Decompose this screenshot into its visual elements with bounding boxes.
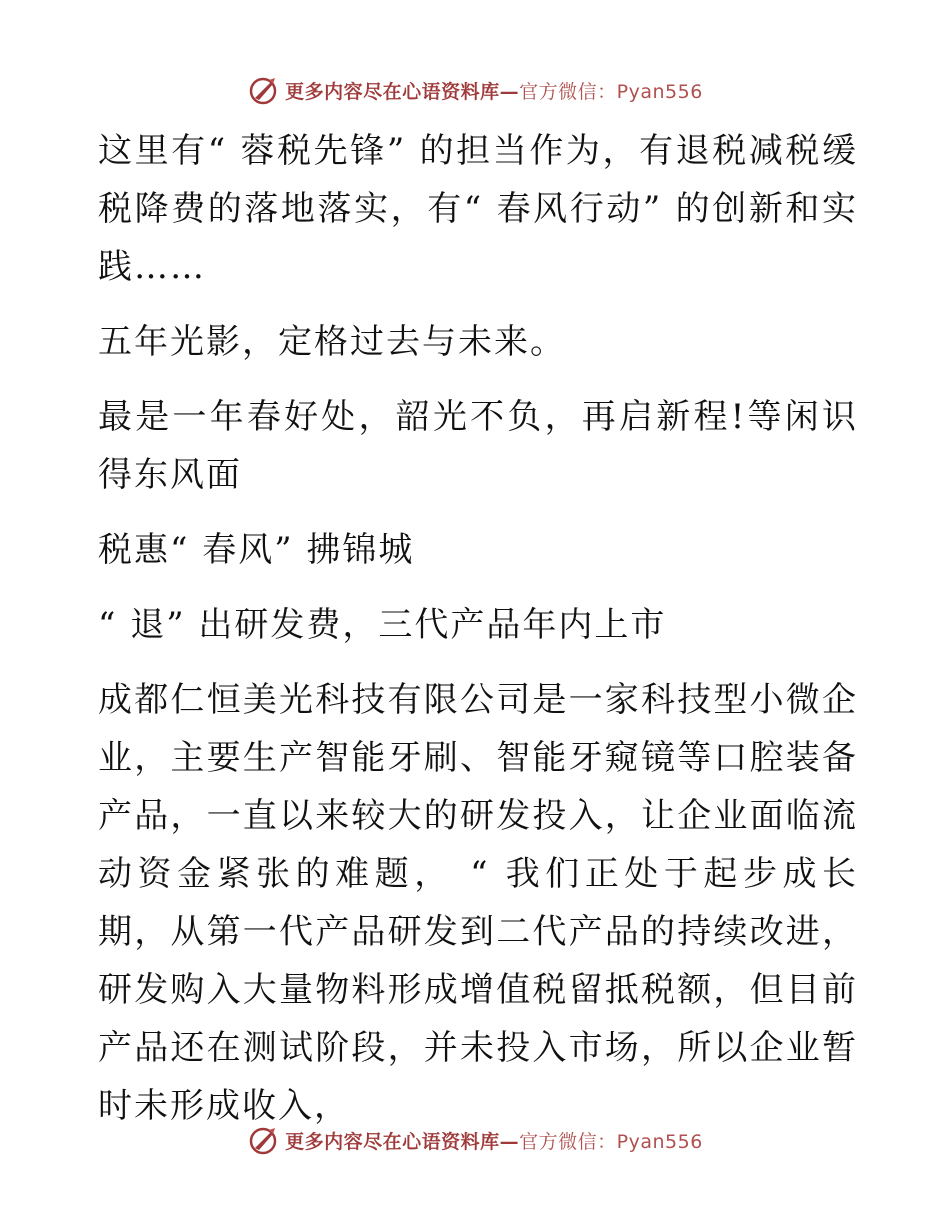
watermark-header	[0, 70, 950, 110]
paragraph: “ 退” 出研发费，三代产品年内上市	[98, 605, 667, 645]
paragraph: 成都仁恒美光科技有限公司是一家科技型小微企业，主要生产智能牙刷、智能牙窥镜等口腔装备产品，一直以来较大的研发投入，让企业面临流动资金紧张的难题， “ 我们正处于起步成长期，从第一代产品研发到二代产品的持续改进，研发购入大量物料形成增值税留抵税额，但目前产品还在测试阶段，并未投入市场，所以企业暂时未形成收入，	[98, 680, 858, 1126]
watermark-separator: —	[499, 1130, 520, 1153]
quill-logo-icon	[247, 1124, 279, 1156]
watermark-wechat: 官方微信：Pyan556	[519, 1130, 703, 1153]
watermark-wechat: 官方微信：Pyan556	[519, 80, 703, 103]
quill-logo-icon	[247, 74, 279, 106]
watermark-brand: 更多内容尽在心语资料库	[285, 80, 500, 103]
watermark-separator: —	[499, 80, 520, 103]
watermark-text	[285, 1127, 703, 1154]
document-body	[98, 122, 858, 1152]
watermark-text	[285, 77, 703, 104]
paragraph: 这里有“ 蓉税先锋” 的担当作为，有退税减税缓税降费的落地落实，有“ 春风行动” 的创新和实践……	[98, 131, 858, 287]
paragraph: 最是一年春好处，韶光不负，再启新程!等闲识得东风面	[98, 397, 858, 495]
watermark-footer	[0, 1120, 950, 1160]
paragraph: 税惠“ 春风” 拂锦城	[98, 530, 415, 570]
paragraph: 五年光影，定格过去与未来。	[98, 322, 566, 362]
watermark-brand: 更多内容尽在心语资料库	[285, 1130, 500, 1153]
